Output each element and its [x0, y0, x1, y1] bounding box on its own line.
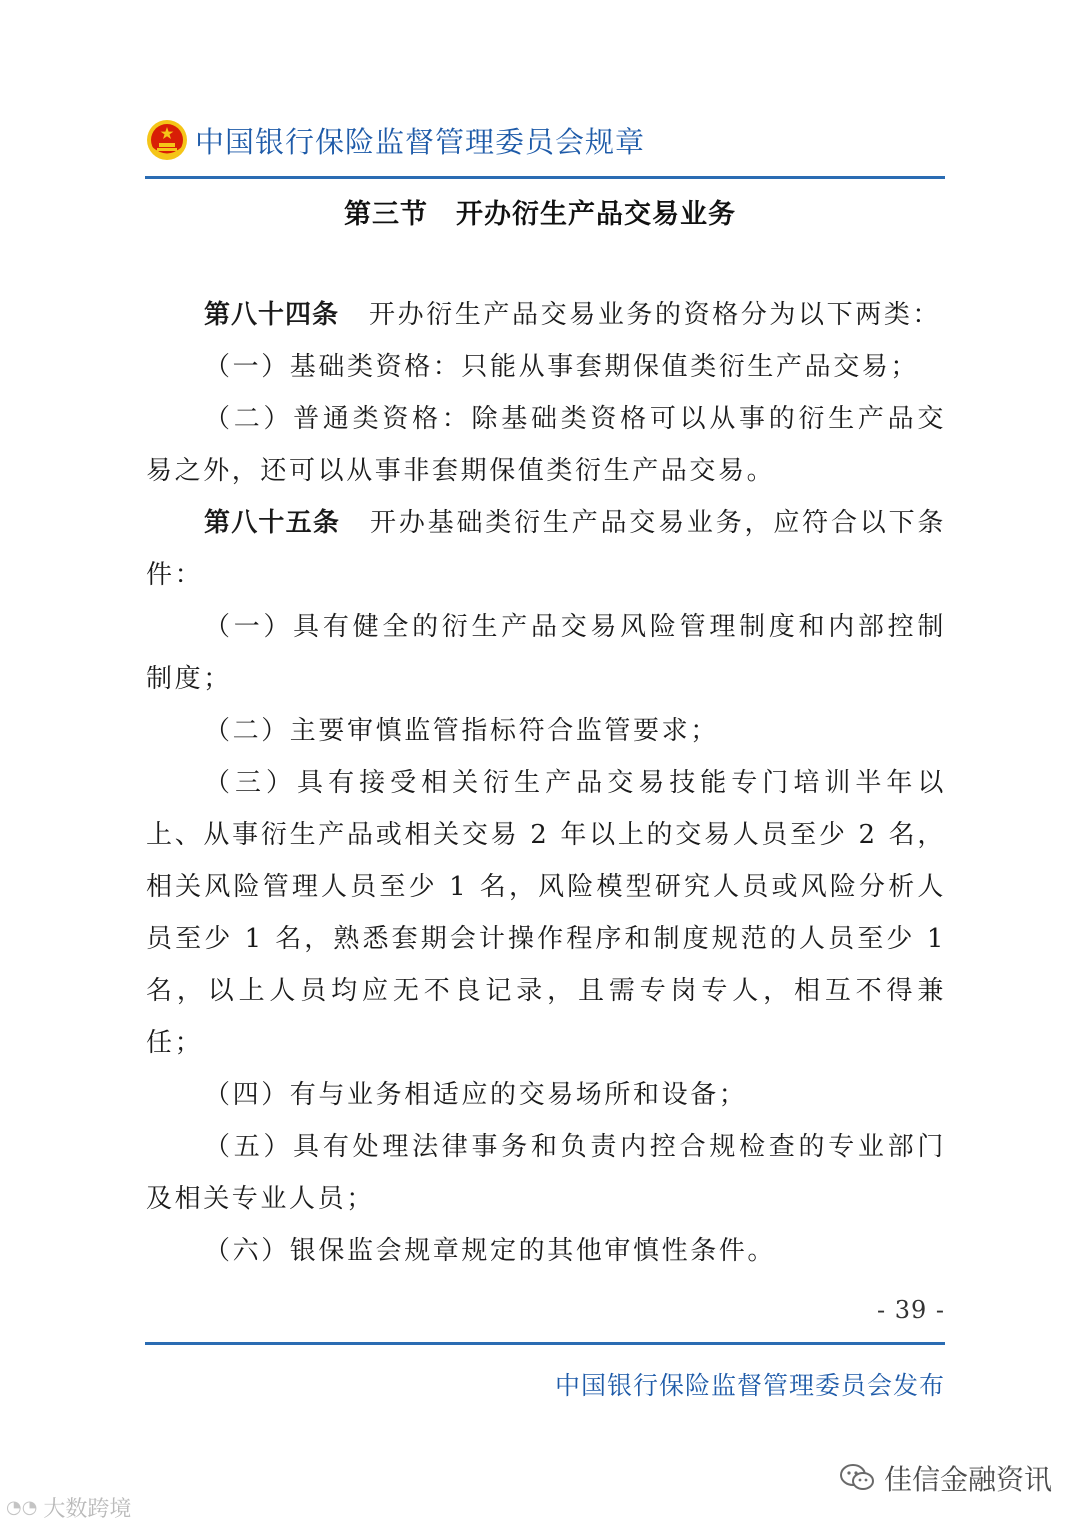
watermark-logo-icon: ◔◔ — [6, 1497, 38, 1518]
section-title: 第三节 开办衍生产品交易业务 — [344, 199, 736, 230]
watermark-left-text: 大数跨境 — [43, 1497, 132, 1522]
watermark-right — [840, 1458, 1052, 1498]
watermark-left — [6, 1492, 131, 1523]
header-rule — [145, 176, 945, 179]
paragraph-item: （二）普通类资格：除基础类资格可以从事的衍生产品交易之外，还可以从事非套期保值类衍生产品交易。 — [146, 404, 946, 486]
national-emblem-icon — [145, 118, 189, 162]
paragraph-item: （四）有与业务相适应的交易场所和设备； — [204, 1080, 748, 1110]
header-title: 中国银行保险监督管理委员会规章 — [195, 124, 646, 159]
paragraph-article-84 — [146, 289, 946, 341]
article-number: 第八十五条 — [204, 508, 341, 538]
paragraph-text: 开办基础类衍生产品交易业务，应符合以下条件： — [146, 508, 946, 590]
footer-publisher: 中国银行保险监督管理委员会发布 — [554, 1371, 945, 1400]
paragraph-item: （一）具有健全的衍生产品交易风险管理制度和内部控制制度； — [146, 612, 946, 694]
paragraph-item: （二）主要审慎监管指标符合监管要求； — [204, 716, 719, 746]
document-header — [145, 118, 645, 162]
paragraph-article-85 — [146, 497, 946, 601]
watermark-right-text: 佳信金融资讯 — [883, 1463, 1052, 1496]
wechat-icon — [840, 1463, 874, 1493]
footer-rule — [145, 1342, 945, 1345]
article-number: 第八十四条 — [204, 300, 340, 330]
paragraph-item: （一）基础类资格：只能从事套期保值类衍生产品交易； — [204, 352, 920, 382]
paragraph-text: 开办衍生产品交易业务的资格分为以下两类： — [369, 300, 942, 330]
paragraph-item: （三）具有接受相关衍生产品交易技能专门培训半年以上、从事衍生产品或相关交易 2 年以上的交易人员至少 2 名，相关风险管理人员至少 1 名，风险模型研究人员或风险分析人员至少 1 名，熟悉套期会计操作程序和制度规范的人员至少 1 名，以上人员均应无不良记录，且需专岗专人，相互不得兼任； — [146, 768, 946, 1058]
page-number: - 39 - — [876, 1296, 945, 1324]
document-body — [146, 289, 946, 1277]
paragraph-item: （五）具有处理法律事务和负责内控合规检查的专业部门及相关专业人员； — [146, 1132, 946, 1214]
paragraph-item: （六）银保监会规章规定的其他审慎性条件。 — [204, 1236, 777, 1266]
